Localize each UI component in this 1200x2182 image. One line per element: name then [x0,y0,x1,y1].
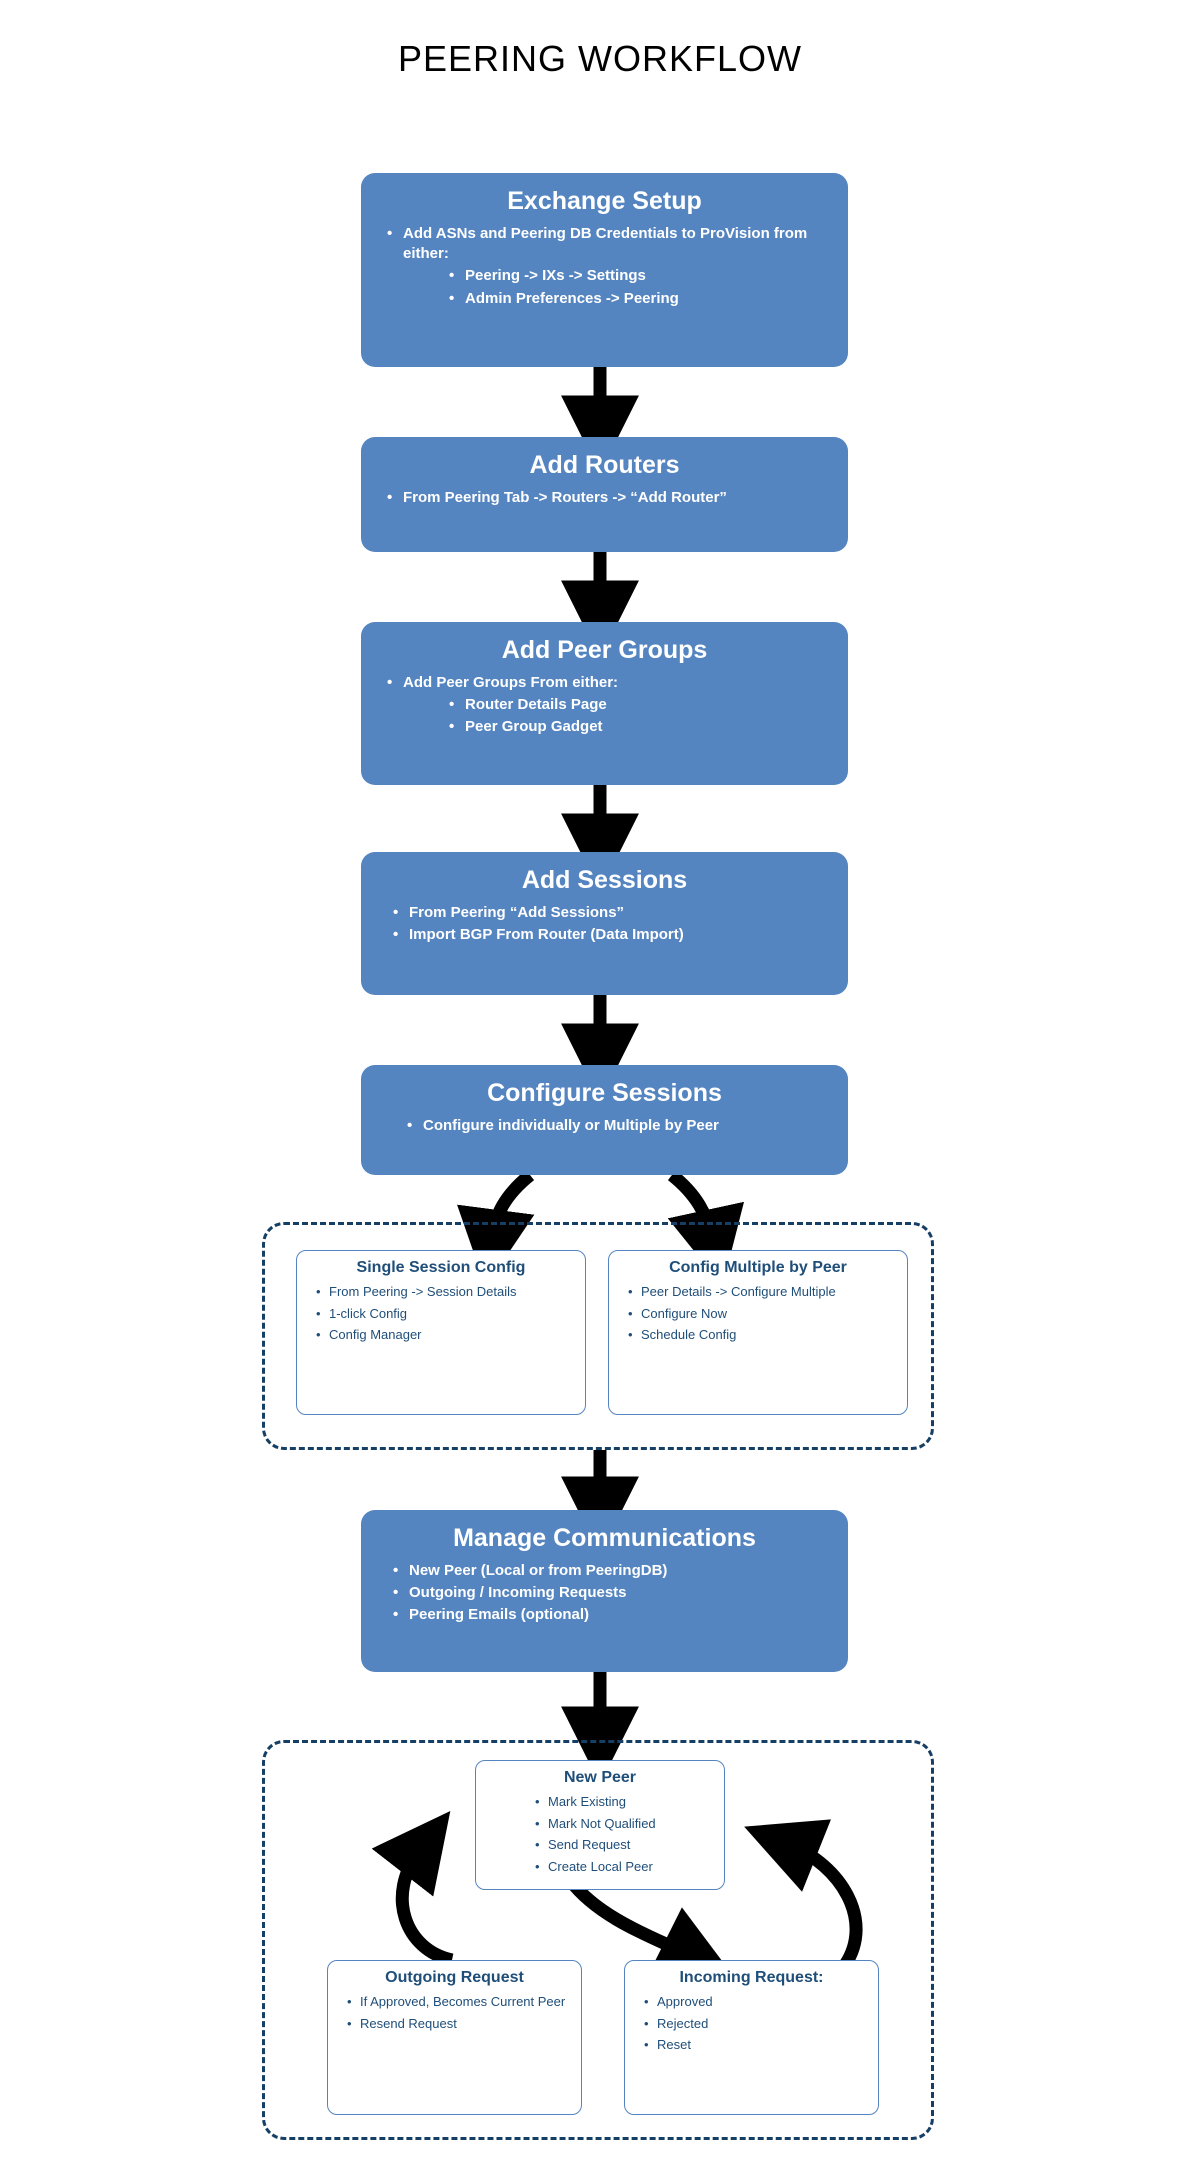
subnode-title: New Peer [563,1769,637,1786]
node-bullet: • From Peering Tab -> Routers -> “Add Router” [403,488,834,508]
subnode-title: Incoming Request: [679,1969,824,1986]
node-bullet-list [375,903,834,946]
node-bullet-list [375,1116,834,1136]
subnode-bullet: • From Peering -> Session Details [329,1283,575,1301]
subnode-config-multiple-by-peer[interactable] [608,1250,908,1415]
subnode-bullet: • Configure Now [641,1305,897,1323]
node-bullet: • New Peer (Local or from PeeringDB) [409,1561,834,1581]
subnode-bullet-list [338,1993,571,2032]
node-subbullet-list [375,266,834,309]
subnode-outgoing-request[interactable] [327,1960,582,2115]
subnode-bullet: • Mark Not Qualified [548,1815,714,1833]
subnode-bullet-list [619,1283,897,1344]
node-subbullet-list [375,695,834,738]
subnode-single-session-config[interactable] [296,1250,586,1415]
subnode-bullet: • Peer Details -> Configure Multiple [641,1283,897,1301]
subnode-bullet: • Schedule Config [641,1326,897,1344]
node-subbullet: • Admin Preferences -> Peering [465,289,834,309]
subnode-bullet-list [635,1993,868,2054]
subnode-title: Config Multiple by Peer [669,1259,847,1276]
node-manage-communications[interactable] [361,1510,848,1672]
node-bullet-list [375,1561,834,1626]
subnode-bullet-list [486,1793,714,1875]
node-bullet-list [375,488,834,508]
node-bullet: • Add ASNs and Peering DB Credentials to ProVision from either: [403,224,834,265]
subnode-bullet: • Config Manager [329,1326,575,1344]
node-bullet: • Configure individually or Multiple by Peer [423,1116,834,1136]
node-bullet: • Add Peer Groups From either: [403,673,834,693]
node-exchange-setup[interactable] [361,173,848,367]
node-subbullet: • Router Details Page [465,695,834,715]
subnode-title: Outgoing Request [385,1969,524,1986]
subnode-new-peer[interactable] [475,1760,725,1890]
node-bullet-list [375,673,834,693]
subnode-incoming-request[interactable] [624,1960,879,2115]
node-title: Configure Sessions [487,1079,722,1107]
subnode-bullet: • Approved [657,1993,868,2011]
node-title: Add Peer Groups [501,636,708,664]
node-add-routers[interactable] [361,437,848,552]
page-title: PEERING WORKFLOW [397,38,803,79]
subnode-bullet: • If Approved, Becomes Current Peer [360,1993,571,2011]
node-title: Manage Communications [453,1524,756,1552]
node-configure-sessions[interactable] [361,1065,848,1175]
subnode-bullet: • Mark Existing [548,1793,714,1811]
subnode-bullet: • Create Local Peer [548,1858,714,1876]
subnode-bullet: • Rejected [657,2015,868,2033]
subnode-bullet: • Reset [657,2036,868,2054]
node-title: Add Sessions [521,866,688,894]
node-bullet: • Peering Emails (optional) [409,1605,834,1625]
node-bullet: • Outgoing / Incoming Requests [409,1583,834,1603]
node-bullet: • Import BGP From Router (Data Import) [409,925,834,945]
subnode-bullet: • Send Request [548,1836,714,1854]
subnode-bullet: • Resend Request [360,2015,571,2033]
node-title: Add Routers [529,451,680,479]
node-add-sessions[interactable] [361,852,848,995]
node-subbullet: • Peering -> IXs -> Settings [465,266,834,286]
node-subbullet: • Peer Group Gadget [465,717,834,737]
subnode-bullet: • 1-click Config [329,1305,575,1323]
node-add-peer-groups[interactable] [361,622,848,785]
subnode-bullet-list [307,1283,575,1344]
node-bullet-list [375,224,834,265]
node-title: Exchange Setup [507,187,702,215]
node-bullet: • From Peering “Add Sessions” [409,903,834,923]
subnode-title: Single Session Config [356,1259,526,1276]
